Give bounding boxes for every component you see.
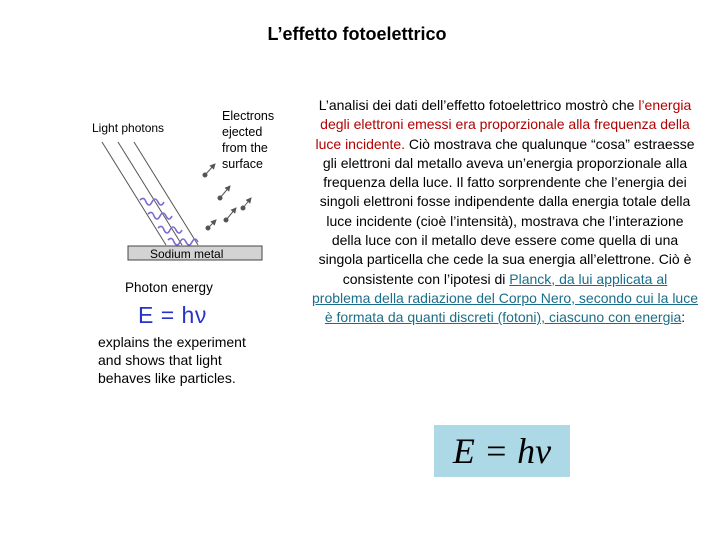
photon-waves [102, 142, 198, 245]
caption-line-3: behaves like particles. [98, 370, 236, 386]
body-sentences: Ciò mostrava che qualunque “cosa” estraesse gli elettroni dal metallo aveva un’energia proporzionale alla frequenza della luce. Il fatto sorprendente che l’energia dei singoli elettroni fosse indipendente dalla energia totale della luce incidente (cioè l’intensità), mostrava che l’interazione della luce con il metallo deve essere come quella di una singola particella che cede la sua energia all’elettrone. Ciò è consistente con l’ipotesi di [318, 135, 695, 287]
light-photons-label: Light photons [92, 121, 165, 135]
ejected-electrons [203, 164, 251, 230]
paragraph-end: : [681, 309, 686, 326]
ejected-label: ejected [222, 125, 263, 139]
equation-box: E = hv [434, 425, 570, 477]
caption-line-2: and shows that light [98, 352, 222, 368]
photon-packets [140, 198, 198, 245]
slide-title: L’effetto fotoelettrico [267, 24, 447, 44]
caption-line-1: explains the experiment [98, 334, 246, 350]
planck-link[interactable]: Planck, da lui applicata al problema della radiazione del Corpo Nero, secondo cui la luce è formata da quanti discreti (fotoni), ciascuno con energia [312, 270, 699, 326]
intro-sentence: L’analisi dei dati dell’effetto fotoelettrico mostrò che l’energia degli elettroni emessi era proporzionale alla frequenza della luce incidente. [315, 97, 692, 152]
electrons-label: Electrons [222, 109, 275, 123]
surface-label: surface [222, 157, 263, 171]
body-paragraph [312, 96, 698, 328]
highlighted-phrase: l’energia degli elettroni emessi era proporzionale alla frequenza della luce incidente. [315, 97, 692, 152]
figure-formula: E = hν [138, 302, 207, 328]
sodium-metal-label: Sodium metal [150, 247, 224, 261]
from-the-label: from the [222, 141, 268, 155]
figure-caption [98, 333, 246, 387]
photon-energy-label: Photon energy [125, 280, 213, 295]
photoelectric-figure [88, 100, 278, 400]
